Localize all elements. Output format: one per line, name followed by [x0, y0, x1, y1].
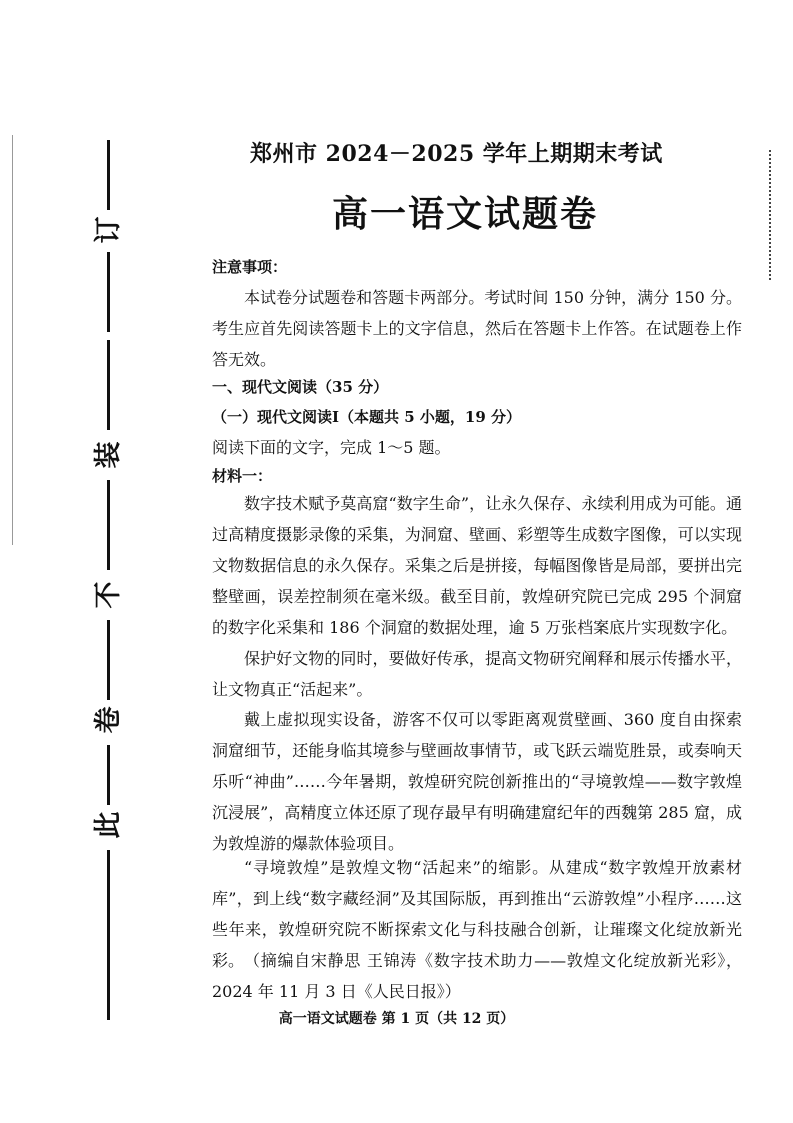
- page-footer: 高一语文试题卷 第 1 页（共 12 页）: [278, 1011, 515, 1027]
- binding-line: [107, 745, 110, 805]
- exam-title: 郑州市 2024－2025 学年上期期末考试: [250, 141, 663, 167]
- instruction: 阅读下面的文字，完成 1～5 题。: [212, 438, 451, 457]
- paragraph-3: 戴上虚拟现实设备，游客不仅可以零距离观赏壁画、360 度自由探索洞窟细节，还能身临其境参与壁画故事情节，或飞跃云端览胜景，或奏响天乐听“神曲”……今年暑期，敦煌研究院创新推出的“寻境敦煌——数字敦煌沉浸展”，高精度立体还原了现存最早有明确建窟纪年的西魏第 285 窟，成为敦煌游的爆款体验项目。: [212, 710, 742, 853]
- binding-line: [107, 850, 110, 1020]
- binding-char-1: 订: [93, 216, 124, 244]
- binding-line: [107, 252, 110, 332]
- section-heading: 一、现代文阅读（35 分）: [212, 378, 389, 396]
- binding-strip: [84, 140, 134, 1040]
- page-edge-line: [12, 135, 13, 545]
- citation: （摘编自宋静思 王锦涛《数字技术助力——敦煌文化绽放新光彩》，2024 年 11 月 3 日《人民日报》）: [212, 951, 742, 1001]
- binding-char-2: 装: [93, 441, 124, 469]
- paragraph-4: “寻境敦煌”是敦煌文物“活起来”的缩影。从建成“数字敦煌开放素材库”，到上线“数字藏经洞”及其国际版，再到推出“云游敦煌”小程序……这些年来，敦煌研究院不断探索文化与科技融合创新，让璀璨文化绽放新光彩。: [212, 858, 742, 970]
- binding-char-3: 不: [93, 581, 124, 609]
- binding-char-5: 此: [93, 811, 124, 839]
- exam-subtitle: 高一语文试题卷: [332, 193, 599, 235]
- material-label: 材料一：: [212, 467, 273, 485]
- notice-text: 本试卷分试题卷和答题卡两部分。考试时间 150 分钟，满分 150 分。考生应首先阅读答题卡上的文字信息，然后在答题卡上作答。在试题卷上作答无效。: [212, 288, 742, 369]
- right-edge-marks: [769, 150, 773, 280]
- binding-char-4: 卷: [93, 706, 124, 734]
- binding-line: [107, 620, 110, 700]
- binding-line: [107, 140, 110, 210]
- binding-line: [107, 340, 110, 430]
- notice-heading: 注意事项：: [212, 258, 288, 276]
- paragraph-2: 保护好文物的同时，要做好传承，提高文物研究阐释和展示传播水平，让文物真正“活起来”。: [212, 649, 742, 699]
- section-subheading: （一）现代文阅读Ⅰ（本题共 5 小题，19 分）: [212, 408, 521, 426]
- binding-line: [107, 480, 110, 570]
- paragraph-1: 数字技术赋予莫高窟“数字生命”，让永久保存、永续利用成为可能。通过高精度摄影录像的采集，为洞窟、壁画、彩塑等生成数字图像，可以实现文物数据信息的永久保存。采集之后是拼接，每幅图像皆是局部，要拼出完整壁画，误差控制须在毫米级。截至目前，敦煌研究院已完成 295 个洞窟的数字化采集和 186 个洞窟的数据处理，逾 5 万张档案底片实现数字化。: [212, 494, 742, 637]
